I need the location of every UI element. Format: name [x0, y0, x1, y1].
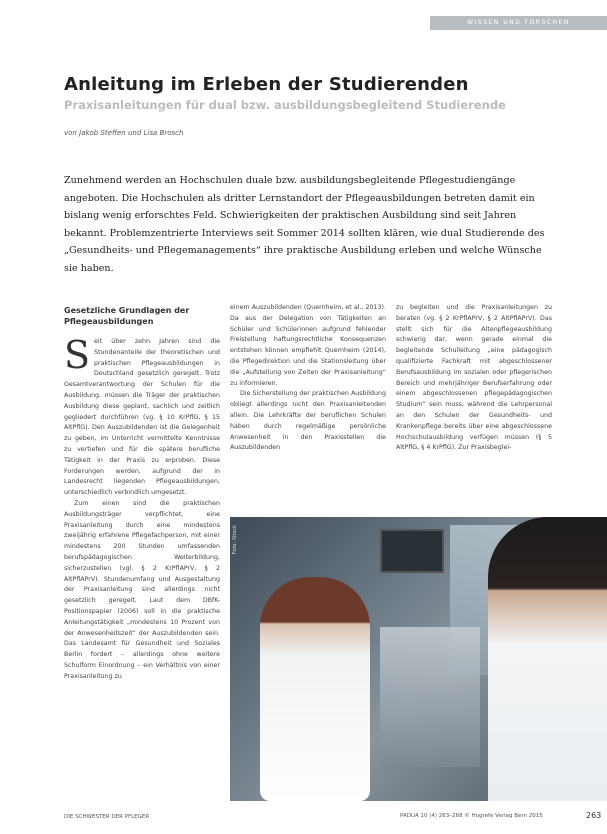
photo-nurse-left: [260, 577, 370, 801]
text-column-1: [64, 305, 220, 801]
photo-credit: Foto: iStock: [232, 525, 238, 555]
article-lead: Zunehmend werden an Hochschulen duale bzw. ausbildungsbegleitende Pflegestudiengänge angeboten. Die Hochschulen als dritter Lernstandort der Pflegeausbildungen betreten damit ein bislang wenig erforschtes Feld. Schwierigkeiten der praktischen Ausbildung sind seit Jahren bekannt. Problemzentrierte Interviews seit Sommer 2014 sollten klären, wie dual Studierende des „Gesundheits- und Pflegemanagements“ ihre praktische Ausbildung erleben und welche Wünsche sie haben.: [64, 175, 545, 274]
article-title: Anleitung im Erleben der Studierenden: [64, 74, 469, 95]
paragraph: zu begleiten und die Praxisanleitungen zu beraten (vg. § 2 KrPflAPrV, § 2 AltPflAPrV). Das stellt sich für die Altenpflegeausbildung schwierig dar, wenn gerade einmal die begleitende Schulleitung „eine pädagogisch qualifizierte Fachkraft mit abgeschlossener Berufsausbildung im sozialen oder pflegerischen Bereich und mehrjähriger Berufserfahrung oder einem abgeschlossenen pflegepädagogischen Studium“ sein muss, während die Lehrpersonal an den Schulen der Gesundheits- und Krankenpflege bereits über eine abgeschlossene Hochschulausbildung verfügen müssen (§ 5 AltPflG, § 4 KrPflG). Zur Praxisbeglei-: [396, 304, 552, 452]
paragraph: [64, 333, 220, 499]
page-number: 263: [586, 811, 602, 820]
drop-cap: S: [64, 333, 91, 377]
text-column-2: [230, 303, 386, 508]
photo-monitor: [380, 529, 444, 573]
footer-citation: PADUA 10 (4) 263–268 © Hogrefe Verlag Bern 2015: [400, 813, 543, 819]
section-heading: Gesetzliche Grundlagen der Pflegeausbildungen: [64, 306, 190, 326]
paragraph: Die Sicherstellung der praktischen Ausbildung obliegt allerdings nicht den Praxisanleitenden allein. Die Lehrkräfte der beruflichen Schulen haben durch regelmäßige persönliche Anwesenheit in den Praxisstellen die Auszubildenden: [230, 390, 386, 452]
article-photo: [230, 517, 607, 801]
article-subtitle: Praxisanleitungen für dual bzw. ausbildungsbegleitend Studierende: [64, 98, 506, 112]
paragraph-text: eit über zehn Jahren sind die Stundenanteile der theoretischen und praktischen Pflegeausbildungen in Deutschland gesetzlich geregelt. Trotz Gesamtverantwortung der Schulen für die Ausbildung, müssen die Träger der praktischen Ausbildung diese geplant, sachlich und zeitlich gegliedert durchführen (vg. § 10 KrPflG, § 15 AltPflG). Den Auszubildenden ist die Gelegenheit zu geben, im Unterricht vermittelte Kenntnisse zu vertiefen und für die spätere berufliche Tätigkeit in der Praxis zu erproben. Diese Forderungen werden, aufgrund der in Landesrecht liegenden Pflegeausbildungen, unterschiedlich verbindlich umgesetzt.: [64, 338, 220, 497]
photo-equipment: [380, 627, 480, 767]
paragraph: einem Auszubildenden (Quernheim, et al., 2013). Da aus der Delegation von Tätigkeiten an Schüler und Schülerinnen aufgrund fehlender Freistellung haftungsrechtliche Konsequenzen entstehen können empfiehlt Quernheim (2014), die Pflegedirektion und die Stationsleitung über die „Aufstellung von Zeiten der Praxisanleitung“ zu informieren.: [230, 304, 386, 387]
article-authors: von Jakob Steffen und Lisa Brosch: [64, 129, 184, 137]
photo-nurse-right: [488, 517, 607, 801]
section-tag: WISSEN UND FORSCHEN: [430, 16, 607, 30]
paragraph: Zum einen sind die praktischen Ausbildungsträger verpflichtet, eine Praxisanleitung durch eine mindestens zweijährig erfahrene Pflegefachperson, mit einer mindestens 200 Stunden umfassenden berufspädagogischen Weiterbildung, sicherzustellen (vgl. § 2 KrPflAPrV, § 2 AltPflAPrV). Stundenumfang und Ausgestaltung der Praxisanleitung sind allerdings nicht gesetzlich geregelt. Laut dem DBfK-Positionspapier (2006) soll in die praktische Anleitungstätigkeit „mindestens 10 Prozent von der Anwesenheitszeit“ der Auszubildenden sein. Das Landesamt für Gesundheit und Soziales Berlin fordert – allerdings ohne weitere Schulform Einordnung – ein Verhältnis von einer Praxisanleitung zu: [64, 499, 220, 680]
text-column-3: [396, 303, 552, 508]
footer-left: DIE SCHWESTER DER PFLEGER: [64, 814, 150, 820]
